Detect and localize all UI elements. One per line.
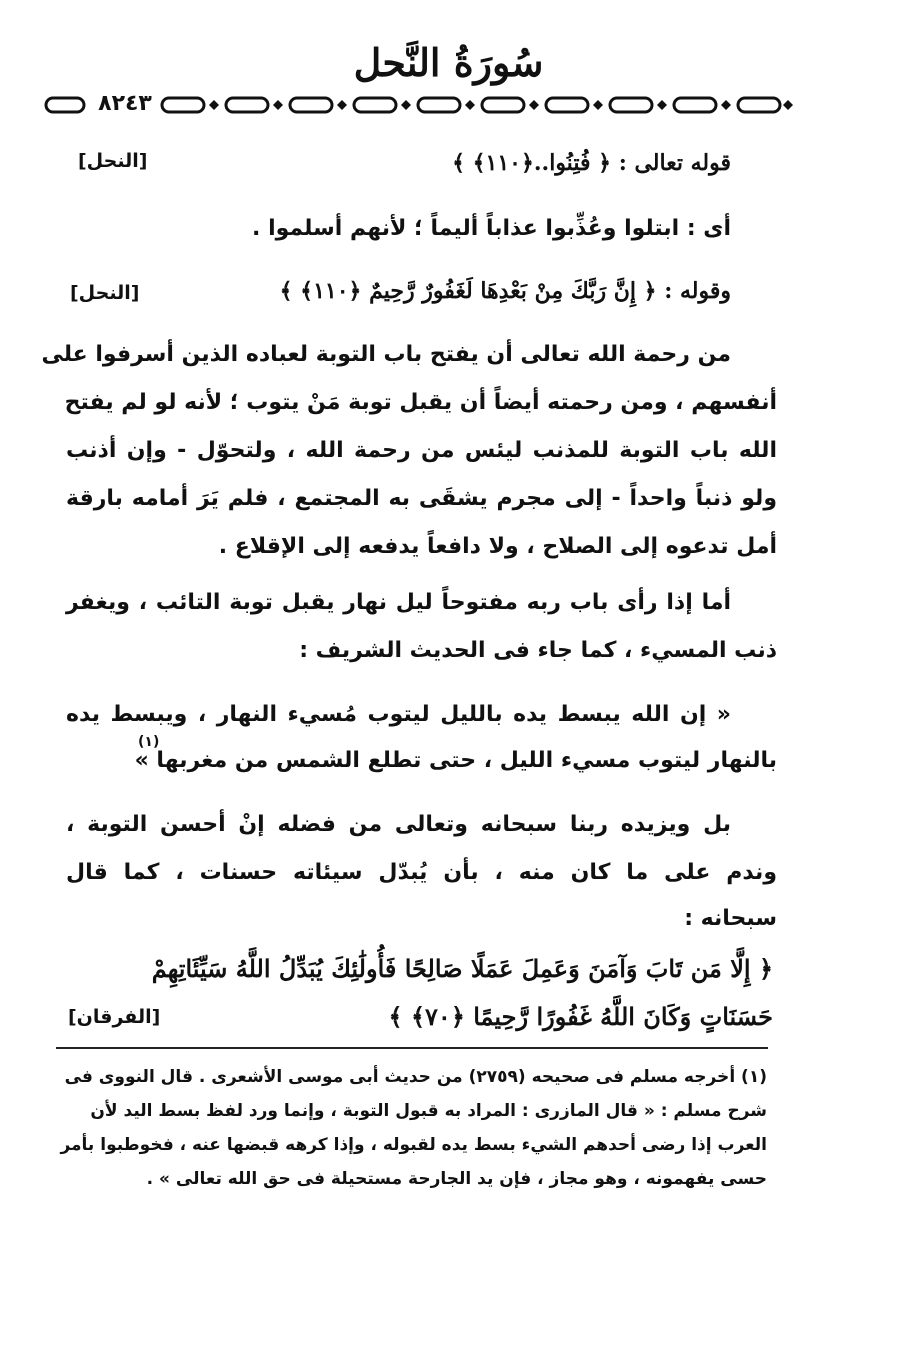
paragraph-1-line-3: الله باب التوبة للمذنب ليئس من رحمة الله ، ولتحوّل - وإن أذنب — [66, 438, 777, 463]
paragraph-1-line-2: أنفسهم ، ومن رحمته أيضاً أن يقبل توبة مَنْ يتوب ؛ لأنه لو لم يفتح — [64, 390, 777, 415]
header-ornament-border — [42, 92, 800, 118]
paragraph-1-line-1: من رحمة الله تعالى أن يفتح باب التوبة لعباده الذين أسرفوا على — [41, 342, 731, 367]
surah-title: سُورَةُ النَّحل — [353, 40, 544, 85]
paragraph-3-line-2: وندم على ما كان منه ، بأن يُبدّل سيئاته حسنات ، كما قال — [66, 860, 777, 885]
verse-3-line-2: حَسَنَاتٍ وَكَانَ اللَّهُ غَفُورًا رَّحِيمًا ﴿٧٠﴾ ﴾ — [388, 1002, 773, 1031]
verse-reference-nahl-1: [النحل] — [78, 150, 148, 172]
verse-reference-nahl-2: [النحل] — [70, 282, 140, 304]
verse-3-line-1: ﴿ إِلَّا مَن تَابَ وَآمَنَ وَعَمِلَ عَمَلًا صَالِحًا فَأُولَٰئِكَ يُبَدِّلُ اللَّهُ سَيِّئَاتِهِمْ — [151, 954, 773, 983]
verse-reference-furqan: [الفرقان] — [68, 1006, 161, 1028]
paragraph-3-line-3: سبحانه : — [684, 906, 777, 931]
hadith-line-2: بالنهار ليتوب مسيء الليل ، حتى تطلع الشمس من مغربها » — [134, 748, 777, 773]
verse-explanation: أى : ابتلوا وعُذِّبوا عذاباً أليماً ؛ لأنهم أسلموا . — [252, 216, 731, 241]
footnote-separator — [56, 1047, 768, 1049]
verse-line-2: وقوله : ﴿ إِنَّ رَبَّكَ مِنْ بَعْدِهَا لَغَفُورٌ رَّحِيمٌ ﴿١١٠﴾ ﴾ — [279, 278, 731, 304]
paragraph-2-line-2: ذنب المسيء ، كما جاء فى الحديث الشريف : — [299, 638, 777, 663]
paragraph-1-line-4: ولو ذنباً واحداً - إلى مجرم يشقَى به المجتمع ، فلم يَرَ أمامه بارقة — [66, 486, 777, 511]
verse-line-1: قوله تعالى : ﴿ فُتِنُوا..﴿١١٠﴾ ﴾ — [452, 150, 731, 176]
page-number: ٨٢٤٣ — [90, 90, 160, 118]
footnote-marker: (١) — [138, 734, 160, 750]
paragraph-3-line-1: بل ويزيده ربنا سبحانه وتعالى من فضله إنْ أحسن التوبة ، — [66, 812, 731, 837]
footnote-line-3: العرب إذا رضى أحدهم الشيء بسط يده لقبوله ، وإذا كرهه قبضها عنه ، فخوطبوا بأمر — [60, 1135, 767, 1155]
paragraph-1-line-5: أمل تدعوه إلى الصلاح ، ولا دافعاً يدفعه إلى الإقلاع . — [218, 534, 777, 559]
hadith-line-1: « إن الله يبسط يده بالليل ليتوب مُسيء النهار ، ويبسط يده — [66, 702, 731, 727]
footnote-line-4: حسى يفهمونه ، وهو مجاز ، فإن يد الجارحة مستحيلة فى حق الله تعالى » . — [146, 1169, 767, 1189]
paragraph-2-line-1: أما إذا رأى باب ربه مفتوحاً ليل نهار يقبل توبة التائب ، ويغفر — [66, 590, 731, 615]
footnote-line-2: شرح مسلم : « قال المازرى : المراد به قبول التوبة ، وإنما ورد لفظ بسط اليد لأن — [90, 1101, 767, 1121]
footnote-line-1: (١) أخرجه مسلم فى صحيحه (٢٧٥٩) من حديث أبى موسى الأشعرى . قال النووى فى — [64, 1067, 767, 1087]
